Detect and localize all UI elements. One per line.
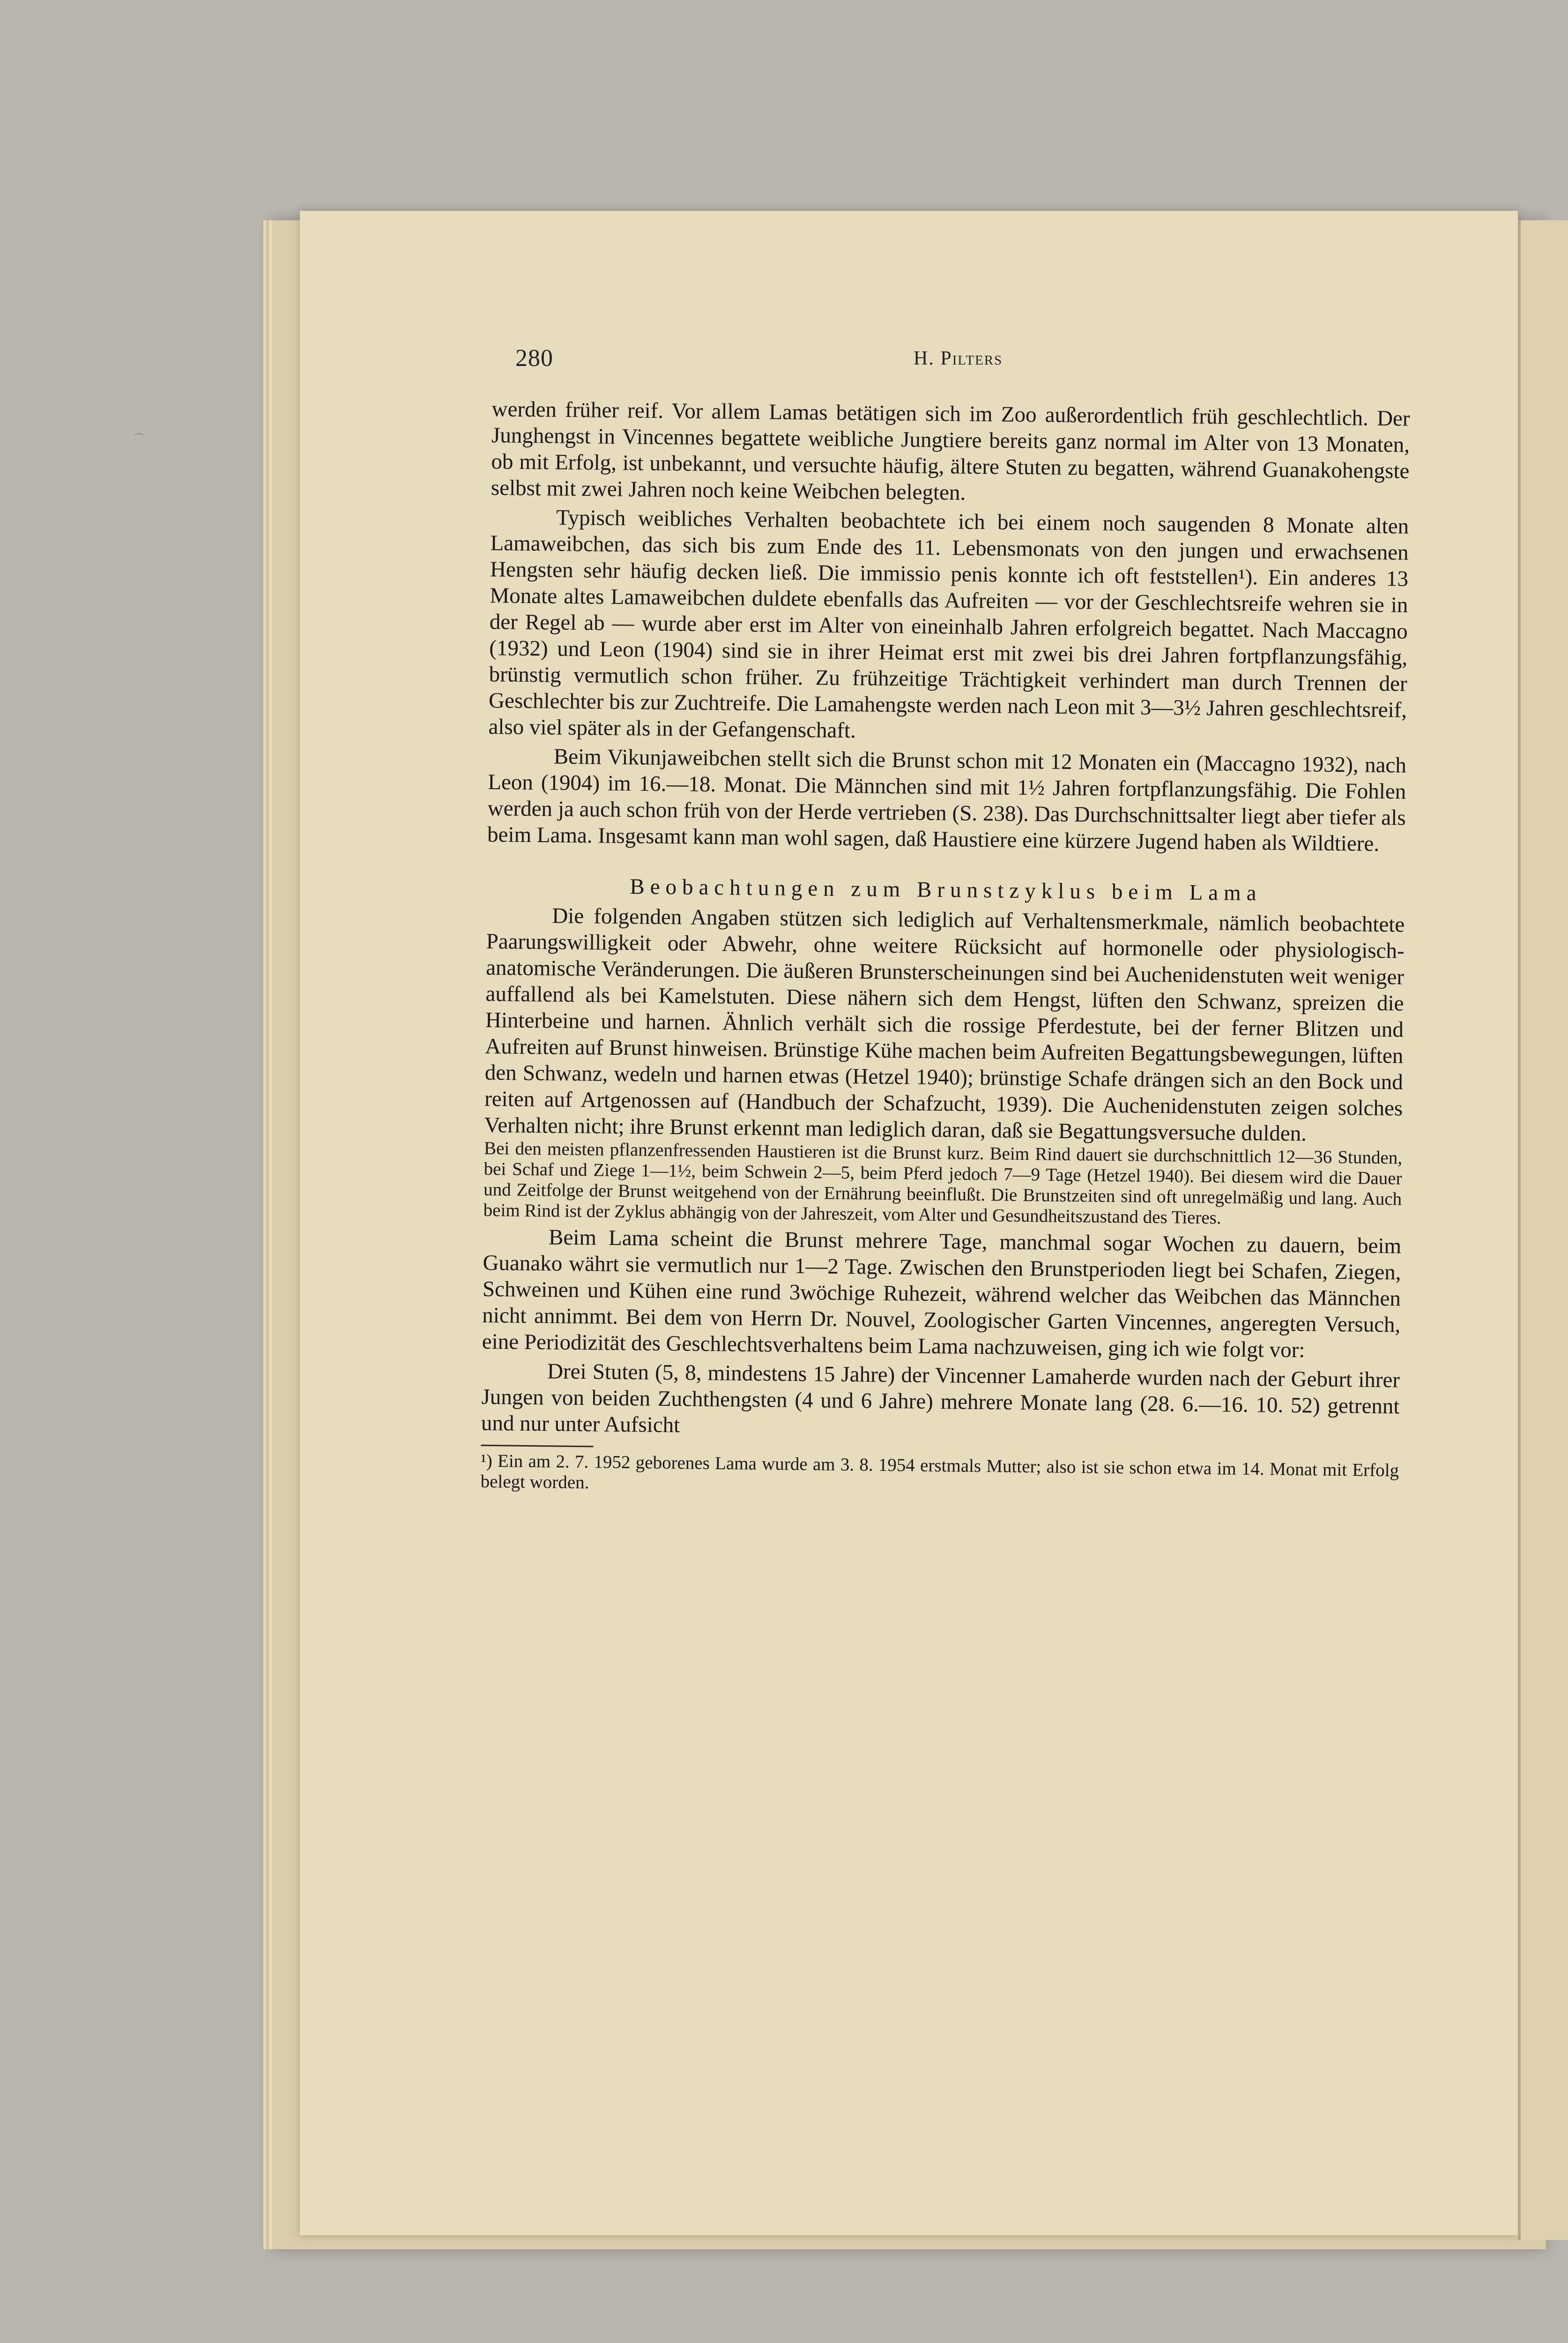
page-header: [515, 344, 1405, 377]
facing-page-edge: [1518, 220, 1568, 2240]
footnote-rule: [481, 1445, 594, 1448]
paragraph: werden früher reif. Vor allem Lamas betätigen sich im Zoo außerordentlich früh geschlechtlich. Der Junghengst in Vincennes begattete weibliche Jungtiere bereits ganz normal im Alter von 13 Monaten, ob mit Erfolg, ist unbekannt, und versuchte häufig, ältere Stuten zu begatten, während Guanakohengste selbst mit zwei Jahren noch keine Weibchen belegten.: [490, 396, 1410, 505]
section-heading: Beobachtungen zum Brunstzyklus beim Lama: [630, 874, 1262, 906]
margin-mark: ⌒: [134, 433, 145, 445]
paragraph: Beim Vikunjaweibchen stellt sich die Brunst schon mit 12 Monaten ein (Maccagno 1932), nach Leon (1904) im 16.—18. Monat. Die Männchen sind mit 1½ Jahren fortpflanzungsfähig. Die Fohlen werden ja auch schon früh von der Herde vertrieben (S. 238). Das Durchschnittsalter liegt aber tiefer als beim Lama. Insgesamt kann man wohl sagen, daß Haustiere eine kürzere Jugend haben als Wildtiere.: [487, 744, 1407, 856]
running-head: H. Pilters: [914, 348, 1003, 369]
page-body: [481, 396, 1410, 1501]
paragraph: Die folgenden Angaben stützen sich lediglich auf Verhaltensmerkmale, nämlich beobachtete Paarungswilligkeit oder Abwehr, ohne weitere Rücksicht auf hormonelle oder physiologisch-anatomische Veränderungen. Die äußeren Brunsterscheinungen sind bei Auchenidenstuten weit weniger auffallend als bei Kamelstuten. Diese nähern sich dem Hengst, lüften den Schwanz, spreizen die Hinterbeine und harnen. Ähnlich verhält sich die rossige Pferdestute, bei der ferner Blitzen und Aufreiten auf Brunst hinweisen. Brünstige Kühe machen beim Aufreiten Begattungsbewegungen, lüften den Schwanz, wedeln und harnen etwas (Hetzel 1940); brünstige Schafe drängen sich an den Bock und reiten auf Artgenossen auf (Handbuch der Schafzucht, 1939). Die Auchenidenstuten zeigen solches Verhalten nicht; ihre Brunst erkennt man lediglich daran, daß sie Begattungsversuche dulden.: [484, 903, 1405, 1146]
page-number: 280: [515, 345, 553, 372]
small-print-note: Bei den meisten pflanzenfressenden Haustieren ist die Brunst kurz. Beim Rind dauert sie durchschnittlich 12—36 Stunden, bei Schaf und Ziege 1—1½, beim Schwein 2—5, beim Pferd jedoch 7—9 Tage (Hetzel 1940). Bei diesem wird die Dauer und Zeitfolge der Brunst weitgehend von der Ernährung beeinflußt. Die Brunstzeiten sind oft unregelmäßig und lang. Auch beim Rind ist der Zyklus abhängig von der Jahreszeit, vom Alter und Gesundheitszustand des Tieres.: [483, 1138, 1403, 1228]
paragraph: Drei Stuten (5, 8, mindestens 15 Jahre) der Vincenner Lamaherde wurden nach der Geburt ihrer Jungen von beiden Zuchthengsten (4 und 6 Jahre) mehrere Monate lang (28. 6.—16. 10. 52) getrennt und nur unter Aufsicht: [481, 1359, 1400, 1438]
footnote: ¹) Ein am 2. 7. 1952 geborenes Lama wurde am 3. 8. 1954 erstmals Mutter; also ist sie schon etwa im 14. Monat mit Erfolg belegt worden.: [480, 1450, 1399, 1493]
paragraph: Typisch weibliches Verhalten beobachtete ich bei einem noch saugenden 8 Monate alten Lamaweibchen, das sich bis zum Ende des 11. Lebensmonats von den jungen und erwachsenen Hengsten sehr häufig decken ließ. Die immissio penis konnte ich oft feststellen¹). Ein anderes 13 Monate altes Lamaweibchen duldete ebenfalls das Aufreiten — vor der Geschlechtsreife wehren sie in der Regel ab — wurde aber erst im Alter von eineinhalb Jahren erfolgreich begattet. Nach Maccagno (1932) und Leon (1904) sind sie in ihrer Heimat erst mit zwei bis drei Jahren fortpflanzungsfähig, brünstig vermutlich schon früher. Zu frühzeitige Trächtigkeit verhindert man durch Trennen der Geschlechter bis zur Zuchtreife. Die Lamahengste werden nach Leon mit 3—3½ Jahren geschlechtsreif, also viel später als in der Gefangenschaft.: [488, 505, 1409, 743]
paragraph: Beim Lama scheint die Brunst mehrere Tage, manchmal sogar Wochen zu dauern, beim Guanako währt sie vermutlich nur 1—2 Tage. Zwischen den Brunstperioden liegt bei Schafen, Ziegen, Schweinen und Kühen eine rund 3wöchige Ruhezeit, während welcher das Weibchen das Männchen nicht annimmt. Bei dem von Herrn Dr. Nouvel, Zoologischer Garten Vincennes, angeregten Versuch, eine Periodizität des Geschlechtsverhaltens beim Lama nachzuweisen, ging ich wie folgt vor:: [482, 1225, 1402, 1363]
